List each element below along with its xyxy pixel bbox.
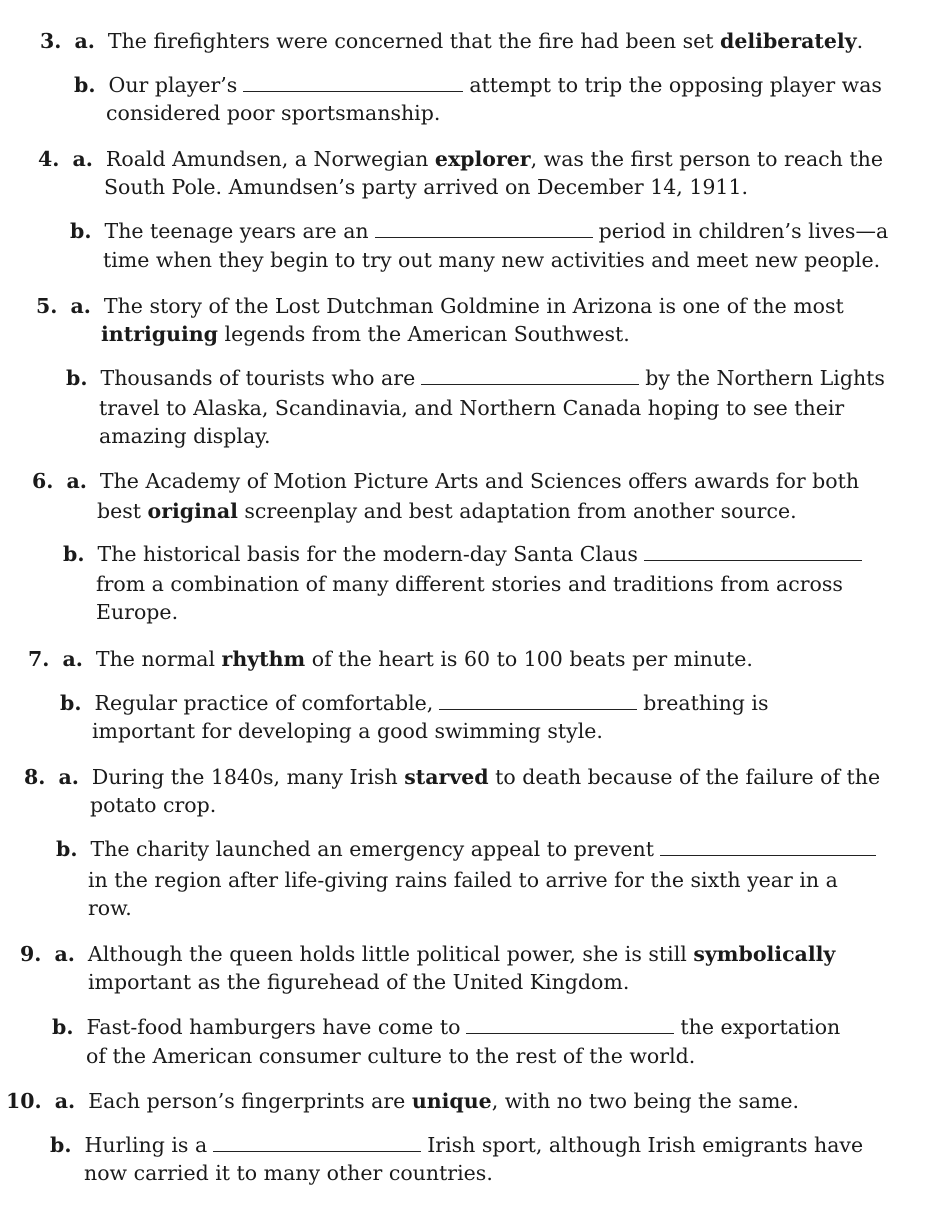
item-3-b-line-1: [74, 71, 882, 99]
item-9-b-line-1: [52, 1013, 840, 1041]
item-5-b-line-1: [66, 364, 885, 392]
sentence-text: The Academy of Motion Picture Arts and Sciences offers awards for both: [99, 469, 860, 493]
part-a-label: a.: [62, 647, 83, 671]
item-4-a-line-1: [38, 145, 883, 173]
sentence-text: legends from the American Southwest.: [218, 322, 630, 346]
sentence-text: The charity launched an emergency appeal to prevent: [90, 837, 654, 861]
item-number: 7.: [28, 647, 50, 671]
sentence-text: The normal: [95, 647, 222, 671]
item-5-a-line-2: [101, 320, 630, 348]
vocab-word: rhythm: [221, 647, 306, 671]
sentence-text: .: [856, 29, 864, 53]
answer-blank[interactable]: [421, 366, 639, 385]
answer-blank[interactable]: [243, 73, 463, 92]
answer-blank[interactable]: [213, 1133, 421, 1152]
sentence-text: , with no two being the same.: [491, 1089, 800, 1113]
sentence-text: the exportation: [680, 1015, 841, 1039]
item-number: 9.: [20, 942, 42, 966]
sentence-text: attempt to trip the opposing player was: [469, 73, 882, 97]
sentence-text: Each person’s fingerprints are: [88, 1089, 412, 1113]
answer-blank[interactable]: [660, 837, 876, 856]
part-a-label: a.: [70, 294, 91, 318]
item-8-b-line-1: [56, 835, 882, 863]
part-b-label: b.: [63, 542, 85, 566]
part-a-label: a.: [58, 765, 79, 789]
item-7-a-line-1: [28, 645, 753, 673]
item-4-b-line-1: [70, 217, 888, 245]
sentence-text: , was the first person to reach the: [530, 147, 883, 171]
item-6-a-line-1: [32, 467, 859, 495]
item-6-a-line-2: [97, 497, 797, 525]
sentence-text: Hurling is a: [84, 1133, 208, 1157]
item-8-b-line-2: in the region after life-giving rains failed to arrive for the sixth year in a: [88, 868, 838, 892]
sentence-text: The firefighters were concerned that the fire had been set: [107, 29, 720, 53]
vocab-word: symbolically: [693, 942, 836, 966]
sentence-text: best: [97, 499, 148, 523]
part-a-label: a.: [72, 147, 93, 171]
item-9-a-line-1: [20, 940, 835, 968]
item-number: 5.: [36, 294, 58, 318]
sentence-text: breathing is: [643, 691, 769, 715]
answer-blank[interactable]: [439, 691, 637, 710]
item-number: 6.: [32, 469, 54, 493]
item-4-a-line-2: South Pole. Amundsen’s party arrived on December 14, 1911.: [104, 175, 749, 199]
item-6-b-line-2: from a combination of many different stories and traditions from across: [96, 572, 843, 596]
item-8-b-line-3: row.: [88, 896, 132, 920]
answer-blank[interactable]: [375, 219, 593, 238]
part-b-label: b.: [70, 219, 92, 243]
item-7-b-line-1: [60, 689, 769, 717]
part-b-label: b.: [74, 73, 96, 97]
vocab-word: unique: [411, 1089, 492, 1113]
part-b-label: b.: [56, 837, 78, 861]
answer-blank[interactable]: [644, 542, 862, 561]
item-6-b-line-1: [63, 540, 868, 568]
sentence-text: Roald Amundsen, a Norwegian: [105, 147, 435, 171]
sentence-text: screenplay and best adaptation from another source.: [237, 499, 797, 523]
sentence-text: to death because of the failure of the: [488, 765, 881, 789]
part-b-label: b.: [50, 1133, 72, 1157]
answer-blank[interactable]: [466, 1015, 674, 1034]
item-8-a-line-2: potato crop.: [90, 793, 217, 817]
vocab-word: deliberately: [720, 29, 857, 53]
item-10-b-line-1: [50, 1131, 863, 1159]
vocab-word: original: [147, 499, 238, 523]
item-5-b-line-2: travel to Alaska, Scandinavia, and Northern Canada hoping to see their: [99, 396, 845, 420]
sentence-text: Fast-food hamburgers have come to: [86, 1015, 461, 1039]
item-9-b-line-2: of the American consumer culture to the rest of the world.: [86, 1044, 696, 1068]
item-3-b-line-2: considered poor sportsmanship.: [106, 101, 441, 125]
item-5-a-line-1: [36, 292, 844, 320]
sentence-text: Regular practice of comfortable,: [94, 691, 434, 715]
sentence-text: The historical basis for the modern-day Santa Claus: [97, 542, 638, 566]
vocab-word: intriguing: [101, 322, 219, 346]
item-10-b-line-2: now carried it to many other countries.: [84, 1161, 493, 1185]
sentence-text: Thousands of tourists who are: [100, 366, 416, 390]
part-b-label: b.: [60, 691, 82, 715]
sentence-text: period in children’s lives—a: [598, 219, 889, 243]
sentence-text: The story of the Lost Dutchman Goldmine in Arizona is one of the most: [103, 294, 844, 318]
sentence-text: Our player’s: [108, 73, 238, 97]
sentence-text: of the heart is 60 to 100 beats per minute.: [305, 647, 753, 671]
item-5-b-line-3: amazing display.: [99, 424, 271, 448]
item-7-b-line-2: important for developing a good swimming style.: [92, 719, 603, 743]
item-10-a-line-1: [6, 1087, 799, 1115]
item-9-a-line-2: important as the figurehead of the United Kingdom.: [88, 970, 630, 994]
part-a-label: a.: [66, 469, 87, 493]
part-a-label: a.: [54, 942, 75, 966]
item-3-a-line-1: [40, 27, 863, 55]
item-number: 3.: [40, 29, 62, 53]
vocab-word: starved: [404, 765, 489, 789]
sentence-text: by the Northern Lights: [645, 366, 885, 390]
sentence-text: During the 1840s, many Irish: [91, 765, 405, 789]
vocab-word: explorer: [434, 147, 531, 171]
part-b-label: b.: [52, 1015, 74, 1039]
sentence-text: Irish sport, although Irish emigrants have: [427, 1133, 864, 1157]
part-a-label: a.: [54, 1089, 76, 1113]
item-8-a-line-1: [24, 763, 880, 791]
item-number: 8.: [24, 765, 46, 789]
item-number: 4.: [38, 147, 60, 171]
part-b-label: b.: [66, 366, 88, 390]
sentence-text: Although the queen holds little political power, she is still: [87, 942, 694, 966]
sentence-text: The teenage years are an: [104, 219, 369, 243]
item-4-b-line-2: time when they begin to try out many new activities and meet new people.: [103, 248, 881, 272]
item-number: 10.: [6, 1089, 42, 1113]
part-a-label: a.: [74, 29, 95, 53]
item-6-b-line-3: Europe.: [96, 600, 179, 624]
